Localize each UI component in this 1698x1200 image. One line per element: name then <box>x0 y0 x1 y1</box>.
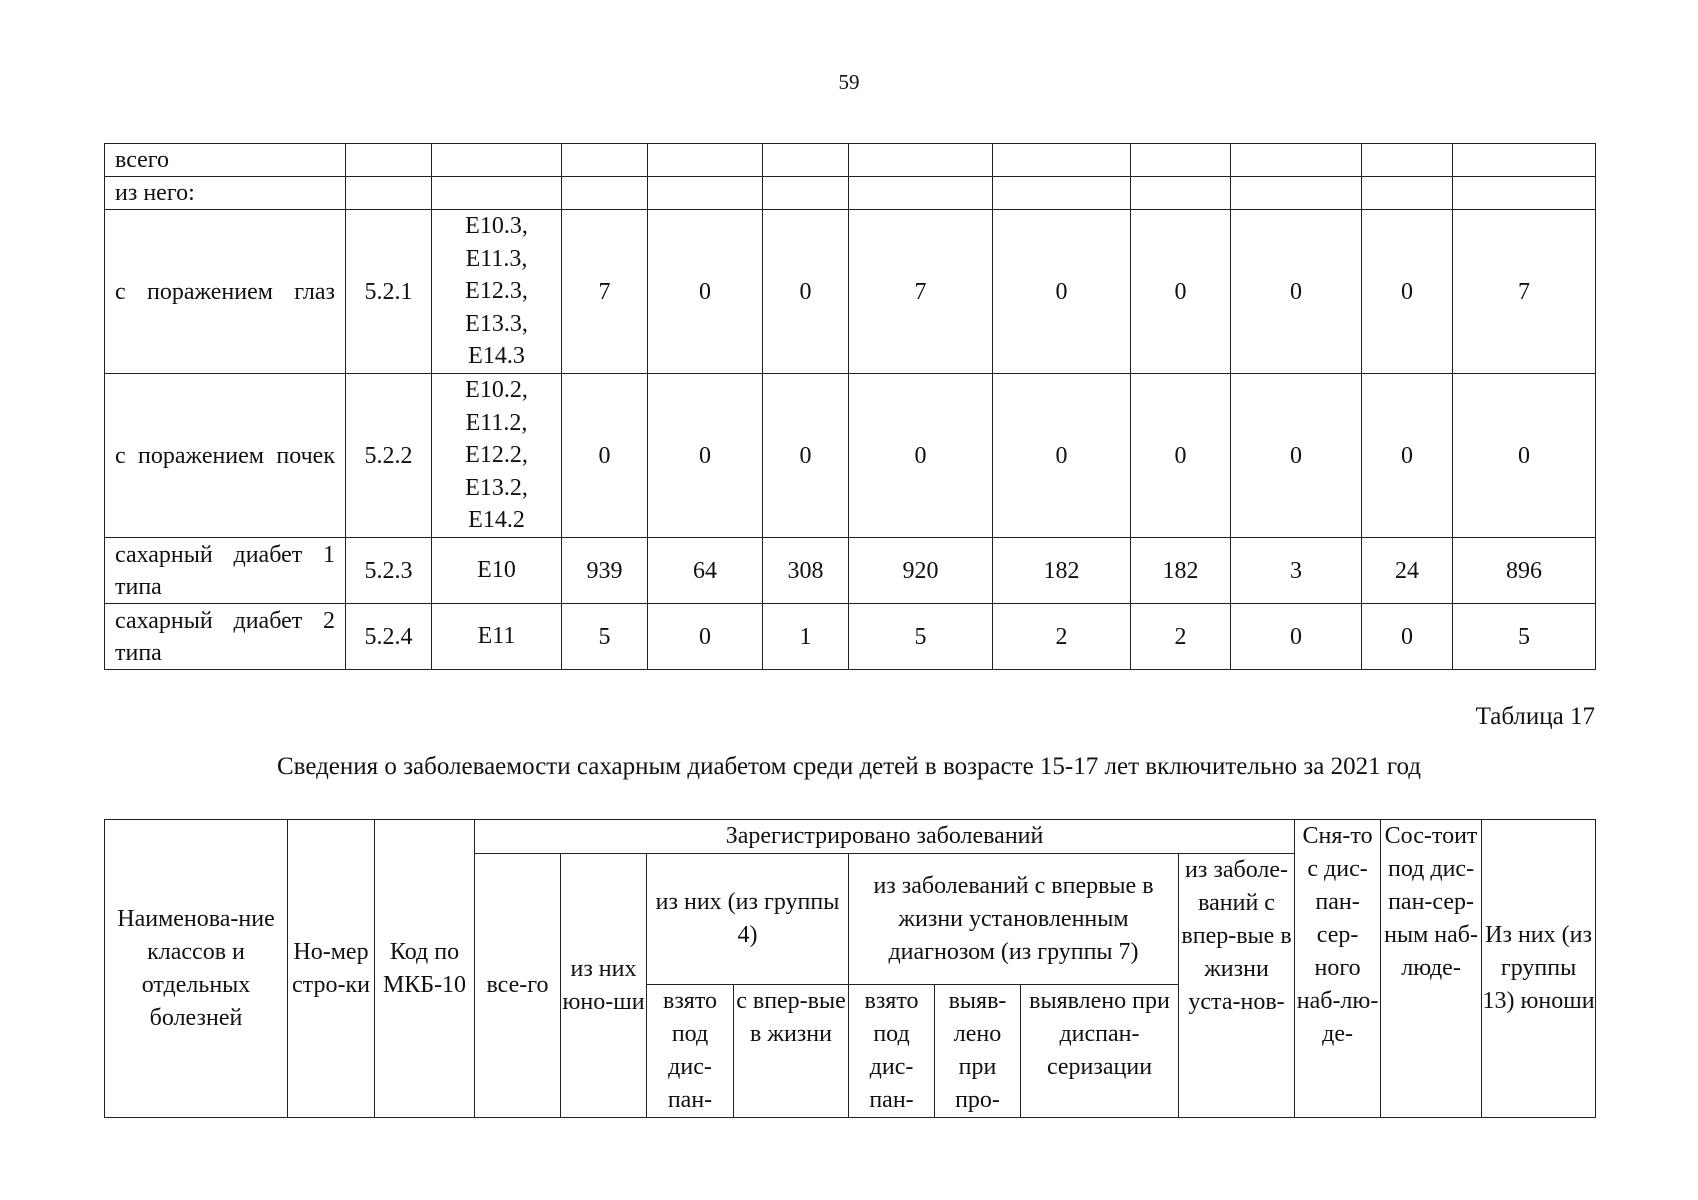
value-cell: 308 <box>763 538 849 604</box>
icd-code <box>432 144 562 177</box>
icd-code <box>432 210 562 374</box>
value-cell: 24 <box>1362 538 1453 604</box>
table-title: Сведения о заболеваемости сахарным диабетом среди детей в возрасте 15-17 лет включительно за 2021 год <box>276 753 1421 780</box>
header-of-them-boys: Из них (из группы 13) юноши <box>1482 820 1596 1118</box>
value-cell: 0 <box>1231 210 1362 374</box>
value-cell: 0 <box>648 374 763 538</box>
icd-code-line: E10 <box>477 557 516 584</box>
value-cell <box>648 144 763 177</box>
header-registered: Зарегистрировано заболеваний <box>475 820 1295 854</box>
icd-code <box>432 538 562 604</box>
header-group4: из них (из группы 4) <box>647 854 849 985</box>
value-cell: 0 <box>1131 210 1231 374</box>
value-cell <box>1231 144 1362 177</box>
icd-code-line: E14.2 <box>468 507 525 534</box>
table-17-header <box>104 819 1596 1118</box>
icd-code-line: E14.3 <box>468 343 525 370</box>
icd-code <box>432 374 562 538</box>
icd-code <box>432 604 562 670</box>
header-g7-taken: взято под дис-пан- <box>849 985 935 1118</box>
value-cell: 1 <box>763 604 849 670</box>
value-cell: 5 <box>849 604 993 670</box>
value-cell: 0 <box>1231 374 1362 538</box>
header-removed: Сня-то с дис-пан-сер-ного наб-лю-де- <box>1295 820 1381 1118</box>
value-cell: 0 <box>763 374 849 538</box>
value-cell: 2 <box>993 604 1131 670</box>
value-cell: 3 <box>1231 538 1362 604</box>
value-cell <box>1131 144 1231 177</box>
icd-code-line: E12.2, <box>465 442 528 469</box>
value-cell: 0 <box>1453 374 1596 538</box>
header-g7-found-disp: выявлено при диспан-серизации <box>1021 985 1179 1118</box>
value-cell <box>1362 177 1453 210</box>
table-row <box>105 177 1596 210</box>
row-number: 5.2.1 <box>346 210 432 374</box>
row-name: сахарный диабет 2 типа <box>105 604 346 670</box>
icd-code-line: E12.3, <box>465 278 528 305</box>
table-row <box>105 604 1596 670</box>
row-name: из него: <box>105 177 346 210</box>
header-total: все-го <box>475 854 561 1118</box>
value-cell: 182 <box>1131 538 1231 604</box>
row-number <box>346 177 432 210</box>
value-cell: 0 <box>1231 604 1362 670</box>
row-name: с поражением глаз <box>105 210 346 374</box>
table-number: Таблица 17 <box>1475 703 1595 730</box>
table-continued <box>104 143 1596 670</box>
table-row <box>105 374 1596 538</box>
value-cell: 0 <box>993 210 1131 374</box>
value-cell <box>993 144 1131 177</box>
icd-code <box>432 177 562 210</box>
value-cell <box>849 177 993 210</box>
value-cell: 920 <box>849 538 993 604</box>
value-cell: 0 <box>849 374 993 538</box>
page-number: 59 <box>838 70 860 94</box>
value-cell: 0 <box>648 604 763 670</box>
table-row <box>105 144 1596 177</box>
value-cell: 0 <box>562 374 648 538</box>
value-cell: 7 <box>562 210 648 374</box>
value-cell: 0 <box>993 374 1131 538</box>
value-cell: 0 <box>763 210 849 374</box>
value-cell <box>1453 144 1596 177</box>
row-name: сахарный диабет 1 типа <box>105 538 346 604</box>
header-boys: из них юно-ши <box>561 854 647 1118</box>
value-cell: 7 <box>849 210 993 374</box>
icd-code-line: E11 <box>477 623 516 650</box>
value-cell <box>1453 177 1596 210</box>
value-cell <box>1362 144 1453 177</box>
row-number: 5.2.3 <box>346 538 432 604</box>
value-cell: 7 <box>1453 210 1596 374</box>
row-number: 5.2.2 <box>346 374 432 538</box>
value-cell: 0 <box>1362 210 1453 374</box>
header-group7: из заболеваний с впервые в жизни установленным диагнозом (из группы 7) <box>849 854 1179 985</box>
table-row <box>105 210 1596 374</box>
value-cell: 182 <box>993 538 1131 604</box>
value-cell <box>1231 177 1362 210</box>
header-g4-first: с впер-вые в жизни <box>734 985 849 1118</box>
value-cell: 2 <box>1131 604 1231 670</box>
value-cell: 0 <box>648 210 763 374</box>
header-consists: Сос-тоит под дис-пан-сер-ным наб-люде- <box>1381 820 1482 1118</box>
value-cell <box>763 177 849 210</box>
table-row <box>105 538 1596 604</box>
header-disease-name: Наименова-ние классов и отдельных болезней <box>105 820 288 1118</box>
value-cell <box>1131 177 1231 210</box>
header-row-number: Но-мер стро-ки <box>288 820 375 1118</box>
row-number: 5.2.4 <box>346 604 432 670</box>
value-cell <box>849 144 993 177</box>
icd-code-line: E11.2, <box>465 409 528 436</box>
row-name: с поражением почек <box>105 374 346 538</box>
value-cell: 0 <box>1362 374 1453 538</box>
value-cell: 0 <box>1362 604 1453 670</box>
value-cell <box>562 144 648 177</box>
value-cell <box>993 177 1131 210</box>
value-cell: 0 <box>1131 374 1231 538</box>
value-cell <box>648 177 763 210</box>
value-cell: 64 <box>648 538 763 604</box>
value-cell: 896 <box>1453 538 1596 604</box>
row-number <box>346 144 432 177</box>
header-g7-found-prof: выяв-лено при про- <box>935 985 1021 1118</box>
header-first-from: из заболе-ваний с впер-вые в жизни уста-нов- <box>1179 854 1295 1118</box>
value-cell <box>562 177 648 210</box>
value-cell: 939 <box>562 538 648 604</box>
value-cell <box>763 144 849 177</box>
header-icd-code: Код по МКБ-10 <box>375 820 475 1118</box>
icd-code-line: E13.2, <box>465 474 528 501</box>
row-name: всего <box>105 144 346 177</box>
icd-code-line: E10.2, <box>465 377 528 404</box>
icd-code-line: E10.3, <box>465 213 528 240</box>
header-g4-taken: взято под дис-пан- <box>647 985 734 1118</box>
icd-code-line: E11.3, <box>465 245 528 272</box>
value-cell: 5 <box>562 604 648 670</box>
value-cell: 5 <box>1453 604 1596 670</box>
icd-code-line: E13.3, <box>465 310 528 337</box>
